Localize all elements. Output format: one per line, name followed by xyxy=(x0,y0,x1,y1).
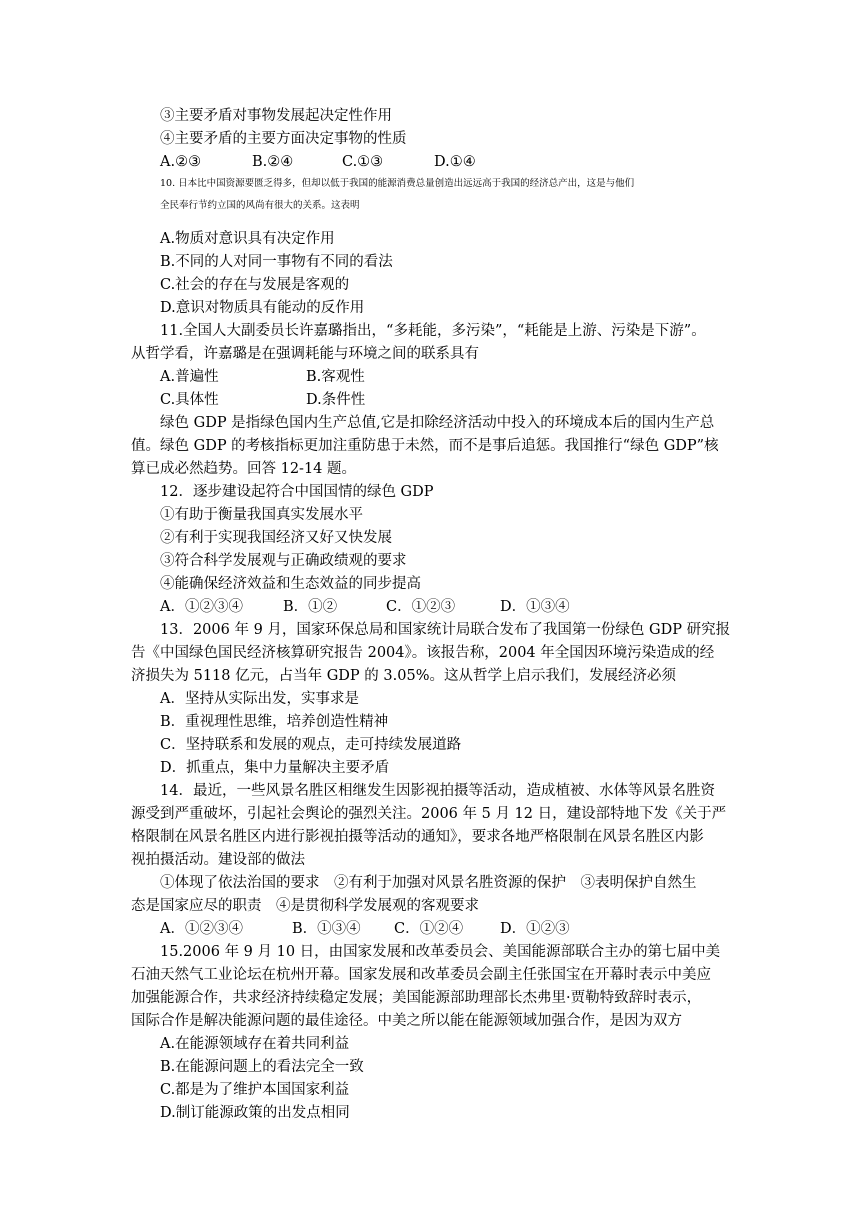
q12-option-d: D．①③④ xyxy=(500,599,570,615)
q12-option-a: A．①②③④ xyxy=(160,599,243,615)
q13-stem-line-3: 济损失为 5118 亿元，占当年 GDP 的 3.05%。这从哲学上启示我们，发展经济必须 xyxy=(131,668,676,684)
material-line-3: 算已成必然趋势。回答 12-14 题。 xyxy=(131,461,357,477)
q10-stem-line-2: 全民奉行节约立国的风尚有很大的关系。这表明 xyxy=(160,200,360,211)
q15-option-b: B.在能源问题上的看法完全一致 xyxy=(160,1059,364,1075)
q14-items-line-1: ①体现了依法治国的要求 ②有利于加强对风景名胜资源的保护 ③表明保护自然生 xyxy=(160,875,697,891)
material-line-2: 值。绿色 GDP 的考核指标更加注重防患于未然，而不是事后追惩。我国推行“绿色 GDP”核 xyxy=(131,438,719,454)
q14-stem-line-1: 14．最近，一些风景名胜区相继发生因影视拍摄等活动，造成植被、水体等风景名胜资 xyxy=(160,783,715,799)
q12-item-3: ③符合科学发展观与正确政绩观的要求 xyxy=(160,553,407,569)
q13-stem-line-1: 13．2006 年 9 月，国家环保总局和国家统计局联合发布了我国第一份绿色 GDP 研究报 xyxy=(160,622,731,638)
q14-option-a: A．①②③④ xyxy=(160,921,243,937)
q10-option-b: B.不同的人对同一事物有不同的看法 xyxy=(160,254,393,270)
material-line-1: 绿色 GDP 是指绿色国内生产总值,它是扣除经济活动中投入的环境成本后的国内生产总 xyxy=(160,415,715,431)
q9-option-a: A.②③ xyxy=(160,154,202,170)
q14-stem-line-3: 格限制在风景名胜区内进行影视拍摄等活动的通知》，要求各地严格限制在风景名胜区内影 xyxy=(131,829,704,845)
q10-stem-line-1: 10. 日本比中国资源要匮乏得多，但却以低于我国的能源消费总量创造出远远高于我国的经济总产出，这是与他们 xyxy=(160,178,635,189)
q9-option-b: B.②④ xyxy=(252,154,294,170)
q12-item-1: ①有助于衡量我国真实发展水平 xyxy=(160,507,363,523)
q14-option-b: B．①③④ xyxy=(292,921,361,937)
q15-stem-line-3: 加强能源合作，共求经济持续稳定发展；美国能源部助理部长杰弗里·贾勒特致辞时表示， xyxy=(131,990,702,1006)
q15-stem-line-1: 15.2006 年 9 月 10 日，由国家发展和改革委员会、美国能源部联合主办的第七届中美 xyxy=(160,944,721,960)
q12-option-b: B．①② xyxy=(283,599,338,615)
q13-option-a: A．坚持从实际出发，实事求是 xyxy=(160,691,359,707)
q15-option-a: A.在能源领域存在着共同利益 xyxy=(160,1036,350,1052)
q12-item-2: ②有利于实现我国经济又好又快发展 xyxy=(160,530,392,546)
q13-stem-line-2: 告《中国绿色国民经济核算研究报告 2004》。该报告称，2004 年全国因环境污染造成的经 xyxy=(131,645,715,661)
q11-option-b: B.客观性 xyxy=(306,369,365,385)
q14-option-c: C．①②④ xyxy=(394,921,464,937)
q12-option-c: C．①②③ xyxy=(386,599,456,615)
q13-option-b: B．重视理性思维，培养创造性精神 xyxy=(160,714,389,730)
q9-option-c: C.①③ xyxy=(342,154,384,170)
q11-option-c: C.具体性 xyxy=(160,392,219,408)
q13-option-d: D．抓重点，集中力量解决主要矛盾 xyxy=(160,760,390,776)
q9-option-d: D.①④ xyxy=(434,154,476,170)
q15-stem-line-2: 石油天然气工业论坛在杭州开幕。国家发展和改革委员会副主任张国宝在开幕时表示中美应 xyxy=(131,967,711,983)
q11-stem-line-1: 11.全国人大副委员长许嘉璐指出，“多耗能，多污染”，“耗能是上游、污染是下游”。 xyxy=(160,323,706,339)
q15-option-d: D.制订能源政策的出发点相同 xyxy=(160,1105,350,1121)
q10-option-d: D.意识对物质具有能动的反作用 xyxy=(160,300,365,316)
q14-option-d: D．①②③ xyxy=(500,921,570,937)
q11-stem-line-2: 从哲学看，许嘉璐是在强调耗能与环境之间的联系具有 xyxy=(131,346,479,362)
q14-items-line-2: 态是国家应尽的职责 ④是贯彻科学发展观的客观要求 xyxy=(131,898,479,914)
q10-option-c: C.社会的存在与发展是客观的 xyxy=(160,277,350,293)
q9-item-3: ③主要矛盾对事物发展起决定性作用 xyxy=(160,108,392,124)
q10-option-a: A.物质对意识具有决定作用 xyxy=(160,231,335,247)
q15-stem-line-4: 国际合作是解决能源问题的最佳途径。中美之所以能在能源领域加强合作，是因为双方 xyxy=(131,1013,682,1029)
q9-item-4: ④主要矛盾的主要方面决定事物的性质 xyxy=(160,131,407,147)
q11-option-d: D.条件性 xyxy=(306,392,366,408)
q13-option-c: C．坚持联系和发展的观点，走可持续发展道路 xyxy=(160,737,462,753)
q12-stem: 12．逐步建设起符合中国国情的绿色 GDP xyxy=(160,484,434,500)
q15-option-c: C.都是为了维护本国国家利益 xyxy=(160,1082,350,1098)
q11-option-a: A.普遍性 xyxy=(160,369,219,385)
q14-stem-line-4: 视拍摄活动。建设部的做法 xyxy=(131,852,305,868)
q14-stem-line-2: 源受到严重破坏，引起社会舆论的强烈关注。2006 年 5 月 12 日，建设部特地下发《关于严 xyxy=(131,806,727,822)
q12-item-4: ④能确保经济效益和生态效益的同步提高 xyxy=(160,576,421,592)
